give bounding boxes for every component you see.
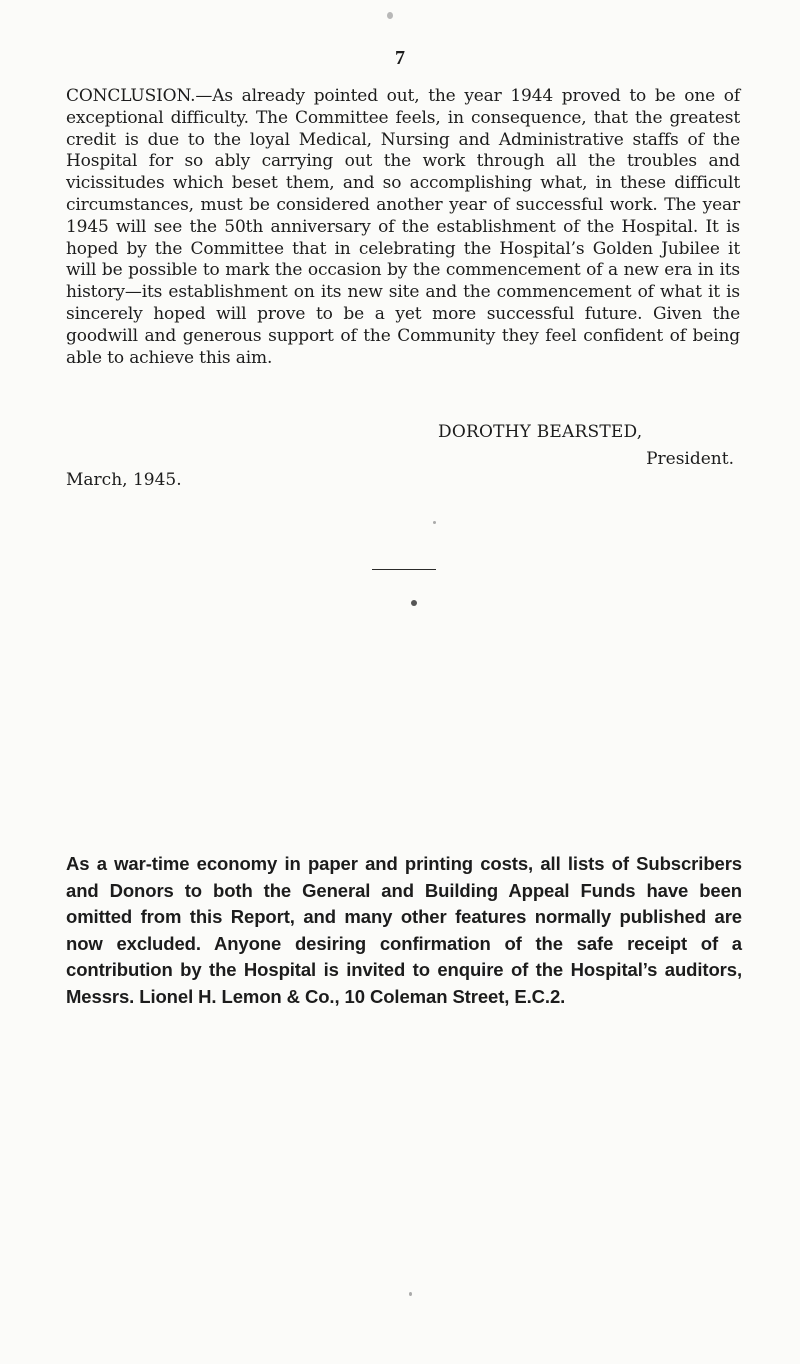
conclusion-paragraph: [66, 86, 740, 369]
print-speck: [409, 1292, 412, 1296]
section-divider: [372, 569, 436, 570]
conclusion-body: .—As already pointed out, the year 1944 proved to be one of exceptional difficulty. The Committee feels, in consequence, that the greatest credit is due to the loyal Medical, Nursing and Administrative staffs of the Hospital for so ably carrying out the work through all the troubles and vicissitudes which beset them, and so accomplishing what, in these difficult circumstances, must be considered another year of successful work. The year 1945 will see the 50th anniversary of the establishment of the Hospital. It is hoped by the Committee that in celebrating the Hospital’s Golden Jubilee it will be possible to mark the occasion by the commencement of a new era in its history—its establishment on its new site and the commencement of what it is sincerely hoped will prove to be a yet more successful future. Given the goodwill and generous support of the Community they feel confident of being able to achieve this aim.: [66, 86, 740, 368]
print-speck: [411, 600, 417, 606]
signatory-name: DOROTHY BEARSTED,: [438, 422, 643, 442]
print-speck: [433, 521, 436, 524]
signatory-title: President.: [646, 449, 734, 469]
conclusion-heading: CONCLUSION: [66, 86, 191, 106]
war-time-economy-notice: As a war-time economy in paper and printing costs, all lists of Subscribers and Donors to both the General and Building Appeal Funds have been omitted from this Report, and many other features normally published are now excluded. Anyone desiring confirmation of the safe receipt of a contribution by the Hospital is invited to enquire of the Hospital’s auditors, Messrs. Lionel H. Lemon & Co., 10 Coleman Street, E.C.2.: [66, 853, 742, 1007]
report-date: March, 1945.: [66, 470, 182, 490]
page-number: 7: [395, 47, 405, 69]
print-speck: [387, 12, 393, 19]
